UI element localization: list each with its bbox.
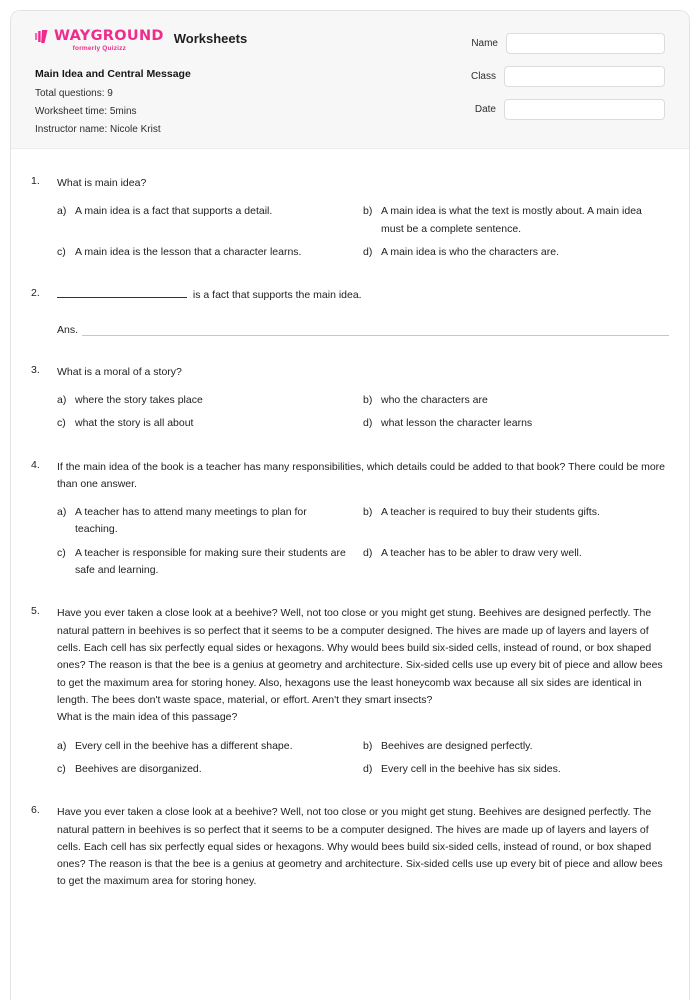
option-letter: b) xyxy=(363,205,373,218)
question-text-after-blank: is a fact that supports the main idea. xyxy=(190,289,362,302)
class-field-row xyxy=(397,66,665,87)
option-text: Beehives are disorganized. xyxy=(75,762,202,775)
question-text: If the main idea of the book is a teacher has many responsibilities, which details could be added to that book? There could be more than one answer. xyxy=(57,460,666,490)
option-letter: a) xyxy=(57,506,67,519)
option-c[interactable] xyxy=(57,545,363,580)
option-text: A main idea is who the characters are. xyxy=(381,245,560,258)
question-options xyxy=(57,738,669,785)
option-d[interactable] xyxy=(363,415,669,432)
option-letter: a) xyxy=(57,739,67,752)
worksheet-title: Main Idea and Central Message xyxy=(35,68,191,80)
logo-main-row xyxy=(35,29,164,44)
option-letter: c) xyxy=(57,245,66,258)
worksheet-page xyxy=(10,10,690,1000)
option-letter: c) xyxy=(57,417,66,430)
question-body xyxy=(57,364,669,439)
question-number: 3. xyxy=(31,363,40,376)
name-input[interactable] xyxy=(506,33,665,54)
option-b[interactable] xyxy=(363,738,669,755)
option-a[interactable] xyxy=(57,738,363,755)
question-passage: Have you ever taken a close look at a beehive? Well, not too close or you might get stung. Beehives are designed perfectly. The natural pattern in beehives is so perfect that it seems to be a computer designed. The hives are made up of layers and layers of cells. Each cell has six perfectly equal sides or hexagons. Why would bees build six-sided cells, instead of round, or box shaped ones? The reason is that the bee is a genius at geometry and architecture. Six-sided cells use up every bit of piece and allow bees to get the maximum area for storing honey. xyxy=(57,806,663,888)
question-number: 1. xyxy=(31,175,40,187)
question-number: 2. xyxy=(31,287,40,300)
option-b[interactable] xyxy=(363,504,669,539)
question-number: 5. xyxy=(31,605,40,618)
class-field-label: Class xyxy=(470,71,496,82)
question-text xyxy=(57,287,669,304)
question-item xyxy=(31,175,669,267)
question-options xyxy=(57,203,669,267)
answer-label: Ans. xyxy=(57,323,79,336)
question-number: 6. xyxy=(31,804,40,817)
fill-in-blank[interactable] xyxy=(57,287,187,298)
option-b[interactable] xyxy=(363,203,669,238)
option-text: what lesson the character learns xyxy=(381,417,533,430)
option-letter: b) xyxy=(363,506,373,519)
question-body xyxy=(57,804,669,891)
option-text: A main idea is a fact that supports a detail. xyxy=(75,205,273,218)
option-a[interactable] xyxy=(57,392,363,409)
option-text: A teacher has to be abler to draw very well. xyxy=(381,546,582,559)
date-field-row xyxy=(397,99,665,120)
option-letter: b) xyxy=(363,393,373,406)
option-text: Beehives are designed perfectly. xyxy=(381,739,533,752)
name-field-row xyxy=(397,33,665,54)
instructor-name-text: Instructor name: Nicole Krist xyxy=(35,124,161,135)
logo-tagline: formerly Quizizz xyxy=(72,44,127,52)
wayground-logo xyxy=(35,29,164,52)
questions-list xyxy=(11,149,689,891)
option-text: A main idea is the lesson that a character learns. xyxy=(75,245,302,258)
logo-wordmark: WAYGROUND xyxy=(54,28,164,44)
answer-row xyxy=(57,321,669,336)
option-a[interactable] xyxy=(57,203,363,238)
date-field-label: Date xyxy=(474,104,496,115)
option-b[interactable] xyxy=(363,392,669,409)
option-letter: c) xyxy=(57,546,66,559)
question-body xyxy=(57,459,669,586)
question-item xyxy=(31,804,669,891)
question-passage: Have you ever taken a close look at a beehive? Well, not too close or you might get stung. Beehives are designed perfectly. The natural pattern in beehives is so perfect that it seems to be a computer designed. The hives are made up of layers and layers of cells. Each cell has six perfectly equal sides or hexagons. Why would bees build six-sided cells, instead of round, or box shaped ones? The reason is that the bee is a genius at geometry and architecture. Six-sided cells use up every bit of piece and allow bees to get the maximum area for storing honey. Also, hexagons use the least honeycomb wax because all six sides are identical in length. The bees don't waste space, material, or effort. Aren't they smart insects? xyxy=(57,607,663,706)
question-body xyxy=(57,175,669,267)
option-letter: c) xyxy=(57,762,66,775)
option-c[interactable] xyxy=(57,415,363,432)
option-letter: d) xyxy=(363,762,373,775)
option-text: A teacher is responsible for making sure their students are safe and learning. xyxy=(75,546,346,577)
worksheet-header xyxy=(11,11,689,149)
question-item xyxy=(31,287,669,335)
question-text: What is main idea? xyxy=(57,177,147,189)
option-text: Every cell in the beehive has a different shape. xyxy=(75,739,293,752)
question-body xyxy=(57,287,669,335)
option-text: A teacher has to attend many meetings to plan for teaching. xyxy=(75,506,307,536)
option-c[interactable] xyxy=(57,761,363,778)
option-text: who the characters are xyxy=(381,393,488,406)
option-letter: a) xyxy=(57,205,67,218)
question-options xyxy=(57,504,669,585)
class-input[interactable] xyxy=(504,66,665,87)
question-text: What is a moral of a story? xyxy=(57,365,182,378)
name-field-label: Name xyxy=(471,38,498,49)
student-info-fields xyxy=(397,33,665,132)
question-prompt: What is the main idea of this passage? xyxy=(57,711,238,724)
question-item xyxy=(31,364,669,439)
answer-input-line[interactable] xyxy=(82,321,669,336)
product-label: Worksheets xyxy=(173,31,248,46)
question-item xyxy=(31,605,669,784)
question-number: 4. xyxy=(31,458,40,471)
option-letter: d) xyxy=(363,245,373,258)
worksheet-time-text: Worksheet time: 5mins xyxy=(35,106,137,117)
option-text: Every cell in the beehive has six sides. xyxy=(381,762,561,775)
option-letter: d) xyxy=(363,417,373,430)
option-letter: d) xyxy=(363,546,373,559)
option-letter: a) xyxy=(57,393,67,406)
option-a[interactable] xyxy=(57,504,363,539)
option-d[interactable] xyxy=(363,545,669,580)
option-text: A main idea is what the text is mostly about. A main idea must be a complete sentence. xyxy=(381,205,642,235)
option-c[interactable] xyxy=(57,244,363,261)
option-text: what the story is all about xyxy=(75,417,194,430)
question-body xyxy=(57,605,669,784)
option-d[interactable] xyxy=(363,761,669,778)
date-input[interactable] xyxy=(504,99,665,120)
option-d[interactable] xyxy=(363,244,669,261)
option-text: A teacher is required to buy their students gifts. xyxy=(381,506,600,519)
option-text: where the story takes place xyxy=(75,393,203,406)
option-letter: b) xyxy=(363,739,373,752)
question-item xyxy=(31,459,669,586)
total-questions-text: Total questions: 9 xyxy=(35,88,113,99)
wayground-logo-icon xyxy=(35,30,51,43)
question-options xyxy=(57,392,669,439)
